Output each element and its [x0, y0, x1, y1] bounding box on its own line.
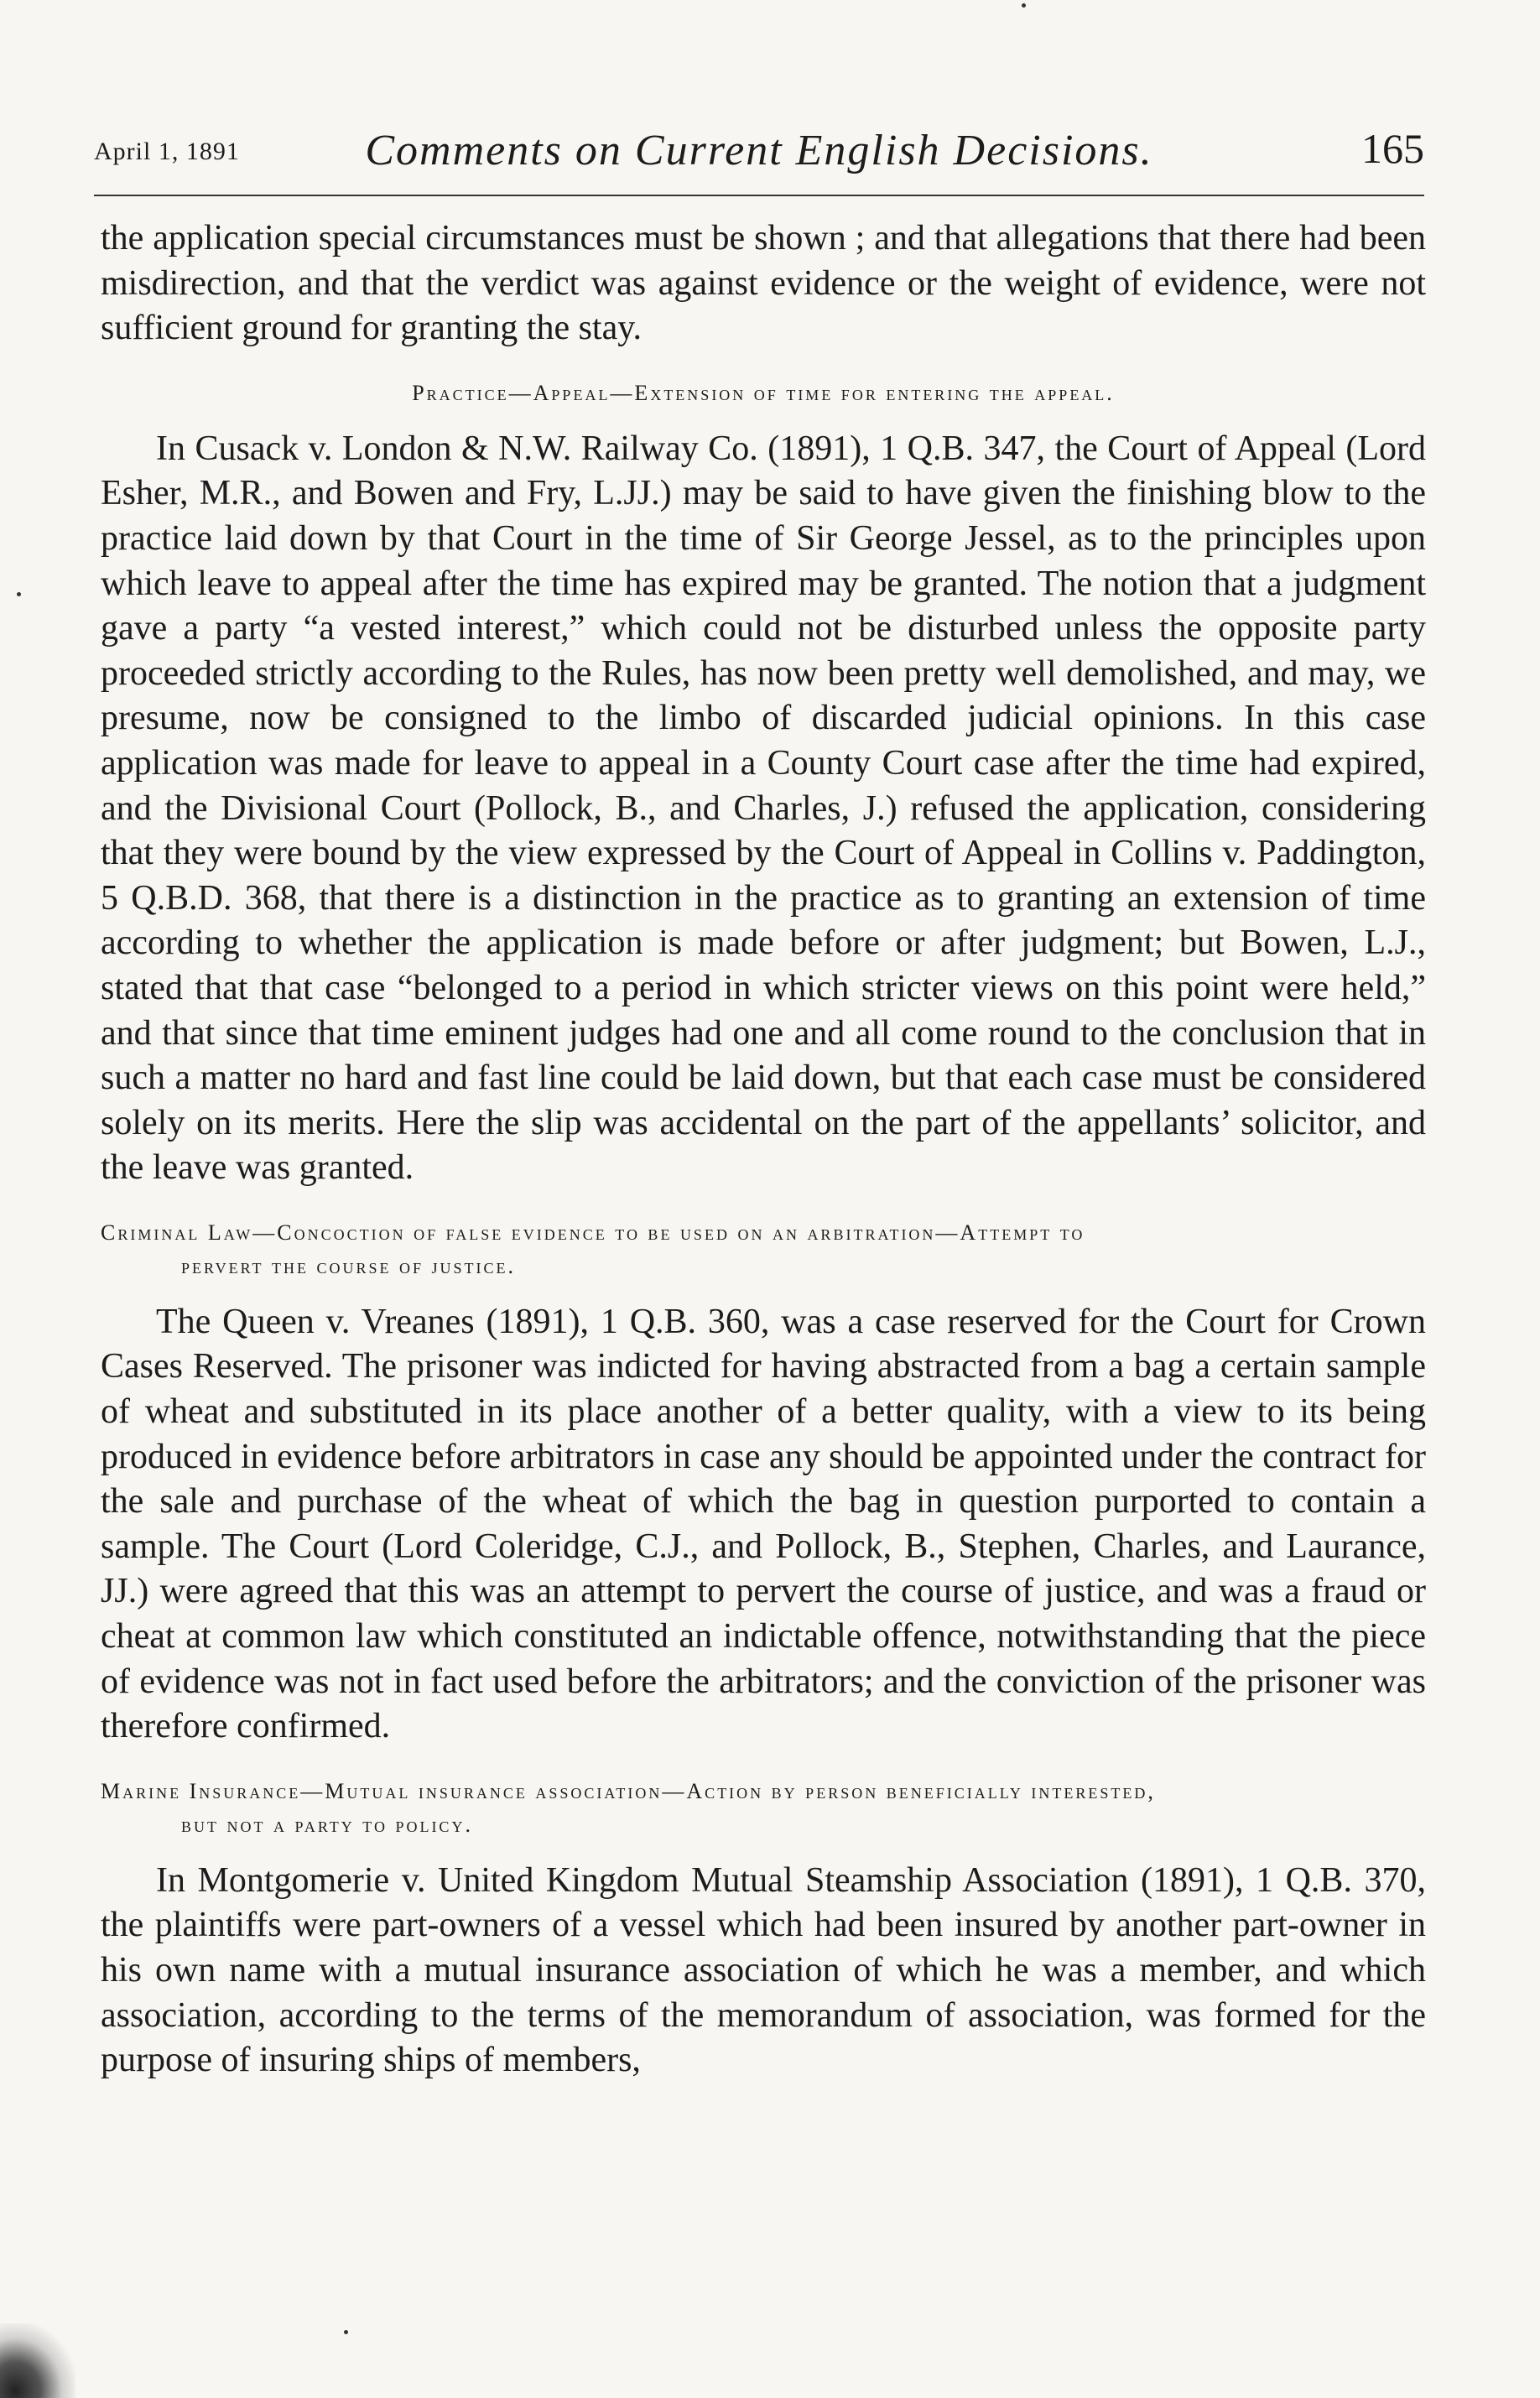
print-speck	[344, 2330, 348, 2334]
header-rule	[94, 195, 1424, 196]
heading-text: Practice—Appeal—Extension of time for entering the appeal.	[412, 380, 1115, 405]
page-number: 165	[1361, 125, 1424, 172]
body-text	[101, 216, 1426, 2083]
section-heading-marine-insurance	[101, 1775, 1426, 1842]
header-date: April 1, 1891	[94, 138, 240, 165]
print-speck	[1022, 3, 1026, 8]
section-heading-practice	[101, 377, 1426, 410]
section-heading-criminal-law	[101, 1216, 1426, 1283]
paragraph-montgomerie: In Montgomerie v. United Kingdom Mutual Steamship Association (1891), 1 Q.B. 370, the plaintiffs were part-owners of a vessel which had been insured by another part-owner in his own name with a mutual insurance association of which he was a member, and which association, according to the terms of the memorandum of association, was formed for the purpose of insuring ships of members,	[101, 1860, 1426, 2080]
heading-continuation: pervert the course of justice.	[181, 1253, 517, 1278]
heading-continuation: but not a party to policy.	[181, 1812, 473, 1837]
header-title: Comments on Current English Decisions.	[365, 127, 1153, 174]
heading-text: Marine Insurance—Mutual insurance association—Action by person beneficially interested,	[101, 1778, 1156, 1803]
heading-text: Criminal Law—Concoction of false evidence to be used on an arbitration—Attempt to	[101, 1220, 1085, 1245]
print-speck	[17, 592, 21, 596]
scan-smudge	[0, 2323, 75, 2398]
running-header	[94, 117, 1424, 185]
paragraph-cusack: In Cusack v. London & N.W. Railway Co. (1891), 1 Q.B. 347, the Court of Appeal (Lord Esher, M.R., and Bowen and Fry, L.JJ.) may be said to have given the finishing blow to the practice laid down by that Court in the time of Sir George Jessel, as to the principles upon which leave to appeal after the time has expired may be granted. The notion that a judgment gave a party “a vested interest,” which could not be disturbed unless the opposite party proceeded strictly according to the Rules, has now been pretty well demolished, and may, we presume, now be consigned to the limbo of discarded judicial opinions. In this case application was made for leave to appeal in a County Court case after the time had expired, and the Divisional Court (Pollock, B., and Charles, J.) refused the application, considering that they were bound by the view expressed by the Court of Appeal in Collins v. Paddington, 5 Q.B.D. 368, that there is a distinction in the practice as to granting an extension of time according to whether the application is made before or after judgment; but Bowen, L.J., stated that that case “belonged to a period in which stricter views on this point were held,” and that since that time eminent judges had one and all come round to the conclusion that in such a matter no hard and fast line could be laid down, but that each case must be considered solely on its merits. Here the slip was accidental on the part of the appellants’ solicitor, and the leave was granted.	[101, 429, 1426, 1188]
continued-paragraph: the application special circumstances must be shown ; and that allegations that there had been misdirection, and that the verdict was against evidence or the weight of evidence, were not sufficient ground for granting the stay.	[101, 219, 1426, 348]
paragraph-vreanes: The Queen v. Vreanes (1891), 1 Q.B. 360, was a case reserved for the Court for Crown Cases Reserved. The prisoner was indicted for having abstracted from a bag a certain sample of wheat and substituted in its place another of a better quality, with a view to its being produced in evidence before arbitrators in case any should be appointed under the contract for the sale and purchase of the wheat of which the bag in question purported to contain a sample. The Court (Lord Coleridge, C.J., and Pollock, B., Stephen, Charles, and Laurance, JJ.) were agreed that this was an attempt to pervert the course of justice, and was a fraud or cheat at common law which constituted an indictable offence, notwithstanding that the piece of evidence was not in fact used before the arbitrators; and the conviction of the prisoner was therefore confirmed.	[101, 1302, 1426, 1746]
